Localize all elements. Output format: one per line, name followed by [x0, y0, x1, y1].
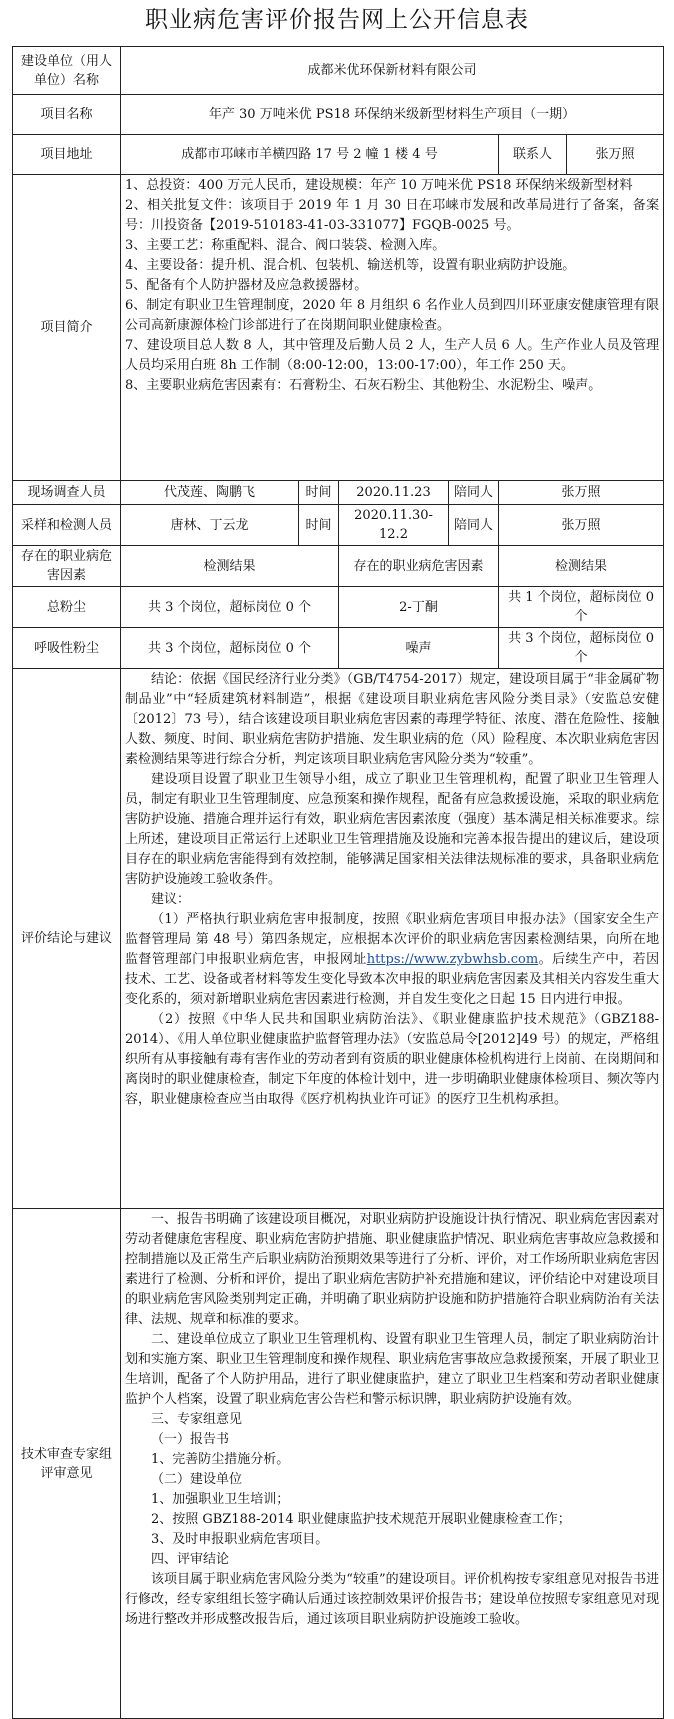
hazard-factor: 呼吸性粉尘: [13, 628, 121, 669]
survey-time: 2020.11.23: [339, 481, 449, 505]
review-item: 1、加强职业卫生培训；: [151, 1492, 290, 1507]
sampling-time-label: 时间: [299, 505, 339, 546]
hazard-result2: 共 1 个岗位，超标岗位 0 个: [499, 587, 664, 628]
hazard-factor2-header: 存在的职业病危害因素: [339, 546, 499, 587]
hazard-factor2: 噪声: [339, 628, 499, 669]
review-subheading: （二）建设单位: [151, 1472, 243, 1487]
sampling-accompany: 张万照: [499, 505, 664, 546]
table-row: [13, 587, 664, 628]
review-item: 1、完善防尘措施分析。: [151, 1452, 290, 1467]
declaration-link[interactable]: https://www.zybwhsb.com: [366, 952, 539, 967]
hazard-result2: 共 3 个岗位，超标岗位 0 个: [499, 628, 664, 669]
project-name-label: 项目名称: [13, 95, 121, 135]
unit-value: 成都米优环保新材料有限公司: [121, 47, 664, 95]
address-label: 项目地址: [13, 135, 121, 175]
survey-accompany: 张万照: [499, 481, 664, 505]
suggestion-text: 。后续生产中，若因技术、工艺、设备或者材料等发生变化导致本次申报的职业病危害因素及其相关内容发生重大变化系的，须对新增职业病危害因素进行检测，并自发生变化之日起 15 日内进行申报。: [125, 952, 660, 1007]
hazard-result-header: 检测结果: [121, 546, 339, 587]
row-sampling: [13, 505, 664, 546]
survey-time-label: 时间: [299, 481, 339, 505]
address-value: 成都市邛崃市羊横四路 17 号 2 幢 1 楼 4 号: [121, 135, 499, 175]
row-review: [13, 1209, 664, 1719]
contact-label: 联系人: [499, 135, 567, 175]
conclusion-paragraph: 结论：依据《国民经济行业分类》（GB/T4754-2017）规定，建设项目属于“非金属矿物制品业”中“轻质建筑材料制造”，根据《建设项目职业病危害风险分类目录》（安监总安健〔2012〕73 号），结合该建设项目职业病危害因素的毒理学特征、浓度、潜在危险性、接触人数、频度、时间、职业病危害防护措施、发生职业病的危（风）险程度、本次职业病危害因素检测结果等进行综合分析，判定该项目职业病危害风险分类为“较重”。: [125, 672, 660, 767]
review-subheading: （一）报告书: [151, 1432, 230, 1447]
row-address: [13, 135, 664, 175]
review-paragraph: 一、报告书明确了该建设项目概况，对职业病防护设施设计执行情况、职业病危害因素对劳动者健康危害程度、职业病危害防护措施、职业健康监护情况、职业病危害事故应急救援和控制措施以及正常生产后职业病防治预期效果等进行了分析、评价，对工作场所职业病危害因素进行了检测、分析和评价，提出了职业病危害防护补充措施和建议，评价结论中对建设项目的职业病危害风险类别判定正确，并明确了职业病防护设施和防护措施符合职业病防治有关法律、法规、规章和标准的要求。: [125, 1212, 660, 1327]
review-heading: 四、评审结论: [151, 1552, 230, 1567]
row-conclusion: [13, 669, 664, 1209]
hazard-factor-header: 存在的职业病危害因素: [13, 546, 121, 587]
survey-accompany-label: 陪同人: [449, 481, 499, 505]
hazard-result: 共 3 个岗位，超标岗位 0 个: [121, 587, 339, 628]
suggestion-paragraph: [125, 910, 659, 1010]
intro-item: 2、相关批复文件：该项目于 2019 年 1 月 30 日在邛崃市发展和改革局进行了备案，备案号：川投资备【2019-510183-41-03-331077】FGQB-0025 号。: [125, 198, 660, 233]
sampling-label: 采样和检测人员: [13, 505, 121, 546]
row-unit: [13, 47, 664, 95]
conclusion-label: 评价结论与建议: [13, 669, 121, 1209]
row-intro: [13, 175, 664, 481]
survey-people: 代茂莲、陶鹏飞: [121, 481, 299, 505]
unit-label: 建设单位（用人单位）名称: [13, 47, 121, 95]
intro-item: 5、配备有个人防护器材及应急救援器材。: [125, 278, 368, 293]
review-paragraph: 二、建设单位成立了职业卫生管理机构、设置有职业卫生管理人员，制定了职业病防治计划和实施方案、职业卫生管理制度和操作规程、职业病危害事故应急救援预案，开展了职业卫生培训，配备了个人防护用品，进行了职业健康监护，建立了职业卫生档案和劳动者职业健康监护个人档案，设置了职业病危害公告栏和警示标识牌，职业病防护设施有效。: [125, 1332, 660, 1407]
survey-label: 现场调查人员: [13, 481, 121, 505]
page-title: 职业病危害评价报告网上公开信息表: [145, 7, 529, 33]
sampling-people: 唐林、丁云龙: [121, 505, 299, 546]
review-item: 3、及时申报职业病危害项目。: [151, 1532, 329, 1547]
suggestion-paragraph: （2）按照《中华人民共和国职业病防治法》、《职业健康监护技术规范》（GBZ188-2014）、《用人单位职业健康监护监督管理办法》（安监总局令[2012]49 号）的规定，严格组织所有从事接触有毒有害作业的劳动者到有资质的职业健康体检机构进行上岗前、在岗期间和离岗时的职业健康检查，制定下年度的体检计划中，进一步明确职业健康体检项目、频次等内容，职业健康检查应当由取得《医疗机构执业许可证》的医疗卫生机构承担。: [125, 1012, 660, 1107]
sampling-time: 2020.11.30-12.2: [339, 505, 449, 546]
review-heading: 三、专家组意见: [151, 1412, 243, 1427]
row-survey: [13, 481, 664, 505]
row-project-name: [13, 95, 664, 135]
review-label: 技术审查专家组评审意见: [13, 1209, 121, 1719]
intro-content: [121, 175, 664, 481]
info-table: [12, 46, 664, 1719]
hazard-factor: 总粉尘: [13, 587, 121, 628]
intro-item: 3、主要工艺：称重配料、混合、阀口装袋、检测入库。: [125, 238, 446, 253]
review-paragraph: 该项目属于职业病危害风险分类为“较重”的建设项目。评价机构按专家组意见对报告书进行修改，经专家组组长签字确认后通过该控制效果评价报告书；建设单位按照专家组意见对现场进行整改并形成整改报告后，通过该项目职业病防护设施竣工验收。: [125, 1572, 660, 1627]
suggestion-text: （1）严格执行职业病危害申报制度，按照《职业病危害项目申报办法》（国家安全生产监督管理局 第 48 号）第四条规定，应根据本次评价的职业病危害因素检测结果，向所在地监督管理部门申报职业病危害，申报网址: [125, 912, 660, 967]
contact-value: 张万照: [567, 135, 664, 175]
table-row: [13, 628, 664, 669]
conclusion-paragraph: 建设项目设置了职业卫生领导小组，成立了职业卫生管理机构，配置了职业卫生管理人员，制定有职业卫生管理制度、应急预案和操作规程，配备有应急救援设施，采取的职业病危害防护设施、措施合理并运行有效，职业病危害因素浓度（强度）基本满足相关标准要求。综上所述，建设项目正常运行上述职业卫生管理措施及设施和完善本报告提出的建议后，建设项目存在的职业病危害能得到有效控制，能够满足国家相关法律法规标准的要求，具备职业病危害防护设施竣工验收条件。: [125, 772, 660, 887]
suggestion-heading: 建议：: [151, 892, 191, 907]
conclusion-content: [121, 669, 664, 1209]
intro-item: 6、制定有职业卫生管理制度，2020 年 8 月组织 6 名作业人员到四川环亚康安健康管理有限公司高新康源体检门诊部进行了在岗期间职业健康检查。: [125, 298, 660, 333]
hazard-result: 共 3 个岗位，超标岗位 0 个: [121, 628, 339, 669]
review-content: [121, 1209, 664, 1719]
intro-label: 项目简介: [13, 175, 121, 481]
intro-item: 7、建设项目总人数 8 人，其中管理及后勤人员 2 人，生产人员 6 人。生产作业人员及管理人员均采用白班 8h 工作制（8:00-12:00，13:00-17:00），年工作 250 天。: [125, 338, 660, 373]
row-hazard-header: [13, 546, 664, 587]
intro-item: 8、主要职业病危害因素有：石膏粉尘、石灰石粉尘、其他粉尘、水泥粉尘、噪声。: [125, 378, 602, 393]
project-name-value: 年产 30 万吨米优 PS18 环保纳米级新型材料生产项目（一期）: [121, 95, 664, 135]
intro-item: 1、总投资：400 万元人民币，建设规模：年产 10 万吨米优 PS18 环保纳米级新型材料: [125, 178, 633, 193]
hazard-factor2: 2-丁酮: [339, 587, 499, 628]
review-item: 2、按照 GBZ188-2014 职业健康监护技术规范开展职业健康检查工作；: [151, 1512, 571, 1527]
intro-item: 4、主要设备：提升机、混合机、包装机、输送机等，设置有职业病防护设施。: [125, 258, 576, 273]
hazard-result2-header: 检测结果: [499, 546, 664, 587]
sampling-accompany-label: 陪同人: [449, 505, 499, 546]
